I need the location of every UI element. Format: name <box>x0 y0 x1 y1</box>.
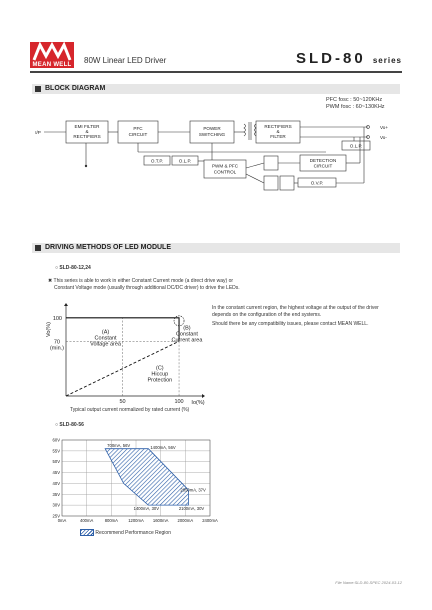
x-tick-label: 1200mA <box>128 518 144 523</box>
svg-text:O.L.P.: O.L.P. <box>178 158 192 164</box>
svg-text:POWER: POWER <box>203 126 221 131</box>
file-name: File Name:SLD-80-SPEC 2024-03-12 <box>335 580 402 585</box>
model-name: SLD-80 <box>296 50 366 67</box>
model-series: series <box>372 56 402 65</box>
header-rule <box>30 71 402 73</box>
x-tick-label: 2400mA <box>202 518 218 523</box>
bullet-circle-icon: ○ <box>55 422 59 428</box>
y-tick-70: 70 <box>53 339 60 346</box>
svg-text:DETECTION: DETECTION <box>309 158 337 163</box>
annotation-2050-37: 2050mA, 37V <box>180 487 206 493</box>
input-label: I/P <box>35 130 41 135</box>
y-tick-label: 40V <box>52 480 60 486</box>
model-b-label: ○ SLD-80-56 <box>55 422 84 428</box>
performance-region-chart <box>44 434 218 528</box>
mw-logo-icon <box>30 42 74 62</box>
annotation-1400-30: 1400mA, 30V <box>133 506 160 512</box>
model-a-label: ○ SLD-80-12,24 <box>55 265 91 271</box>
svg-text:PFC: PFC <box>133 126 143 131</box>
region-a-sub1: Constant <box>94 335 117 342</box>
svg-text:CIRCUIT: CIRCUIT <box>128 132 148 137</box>
svg-text:CONTROL: CONTROL <box>213 169 237 175</box>
section-title: DRIVING METHODS OF LED MODULE <box>45 244 171 251</box>
svg-text:FILTER: FILTER <box>270 134 286 139</box>
x-tick-100: 100 <box>174 399 184 405</box>
svg-text:RECTIFIERS: RECTIFIERS <box>264 124 292 129</box>
region-a-label: (A) <box>101 329 110 336</box>
svg-text:O.V.P.: O.V.P. <box>310 180 324 186</box>
annotation-700-56: 700mA, 56V <box>107 443 131 449</box>
x-tick-label: 2000mA <box>177 518 194 523</box>
y-tick-min: (min.) <box>49 345 64 352</box>
region-b-sub1: Constant <box>175 331 198 338</box>
y-axis-label: Vo(%) <box>46 322 52 338</box>
svg-text:EMI FILTER: EMI FILTER <box>74 124 100 129</box>
svg-text:PWM & PFC: PWM & PFC <box>211 163 239 169</box>
cc-region-note: In the constant current region, the highest voltage at the output of the driver depends on the configuration of the end systems. Should there be any compatibility issues, please contact MEAN WELL. <box>212 305 379 327</box>
x-axis-arrow <box>202 394 205 398</box>
region-c-sub2: Protection <box>147 377 173 384</box>
svg-text:RECTIFIERS: RECTIFIERS <box>73 134 101 139</box>
legend-swatch <box>80 529 94 536</box>
product-subtitle: 80W Linear LED Driver <box>84 56 167 65</box>
y-tick-label: 25V <box>52 513 60 519</box>
brand-name: MEAN WELL <box>32 62 72 68</box>
svg-text:O.T.P.: O.T.P. <box>150 158 164 164</box>
region-c-sub1: Hiccup <box>151 371 169 378</box>
x-tick-label: 0mA <box>57 518 67 523</box>
annotation-2100-30: 2100mA, 30V <box>178 506 205 512</box>
chart-legend: Recommend Performance Region <box>80 529 171 537</box>
bullet-circle-icon: ○ <box>55 265 59 271</box>
y-tick-label: 50V <box>52 459 60 465</box>
pfc-fosc: PFC fosc : 50~120KHz <box>326 97 383 103</box>
x-axis-label: Io(%) <box>191 400 205 406</box>
x-tick-label: 400mA <box>80 518 94 523</box>
pwm-fosc: PWM fosc : 60~130KHz <box>326 104 385 110</box>
block-diagram-heading <box>32 84 400 94</box>
driving-methods-heading <box>32 243 400 253</box>
region-b-label: (B) <box>183 325 191 332</box>
svg-text:&: & <box>85 129 89 134</box>
y-tick-label: 45V <box>52 470 60 476</box>
svg-text:SWITCHING: SWITCHING <box>198 132 226 137</box>
section-title: BLOCK DIAGRAM <box>45 85 106 92</box>
performance-region <box>105 449 188 505</box>
section-square-icon <box>35 86 41 92</box>
x-tick-label: 1600mA <box>152 518 169 523</box>
y-tick-label: 55V <box>52 448 60 454</box>
description: ✖ This series is able to work in either Constant Current mode (a direct drive way) or Constant Voltage mode (usually through additional DC/DC driver) to drive the LEDs. <box>48 278 240 291</box>
y-tick-100: 100 <box>52 315 62 322</box>
x-tick-label: 800mA <box>104 518 118 523</box>
cross-mark-icon: ✖ <box>48 278 53 284</box>
svg-text:O.L.P.: O.L.P. <box>349 143 363 149</box>
svg-text:&: & <box>276 129 280 134</box>
region-c-label: (C) <box>156 365 164 372</box>
annotation-1400-56: 1400mA, 56V <box>150 445 176 451</box>
chart-caption: Typical output current normalized by rated current (%) <box>70 407 190 413</box>
model-title <box>296 50 402 67</box>
svg-text:Vo-: Vo- <box>380 135 387 140</box>
region-b-sub2: Current area <box>171 337 203 344</box>
svg-text:CIRCUIT: CIRCUIT <box>313 163 333 169</box>
block-diagram <box>30 112 402 198</box>
region-a-sub2: Voltage area <box>90 341 122 348</box>
y-axis-arrow <box>64 303 68 306</box>
y-tick-label: 60V <box>52 437 60 443</box>
y-tick-label: 35V <box>52 491 60 497</box>
y-tick-label: 30V <box>52 502 60 508</box>
svg-text:Vo+: Vo+ <box>380 125 389 130</box>
section-square-icon <box>35 245 41 251</box>
vi-characteristic-chart <box>40 304 210 408</box>
x-tick-50: 50 <box>119 399 126 405</box>
